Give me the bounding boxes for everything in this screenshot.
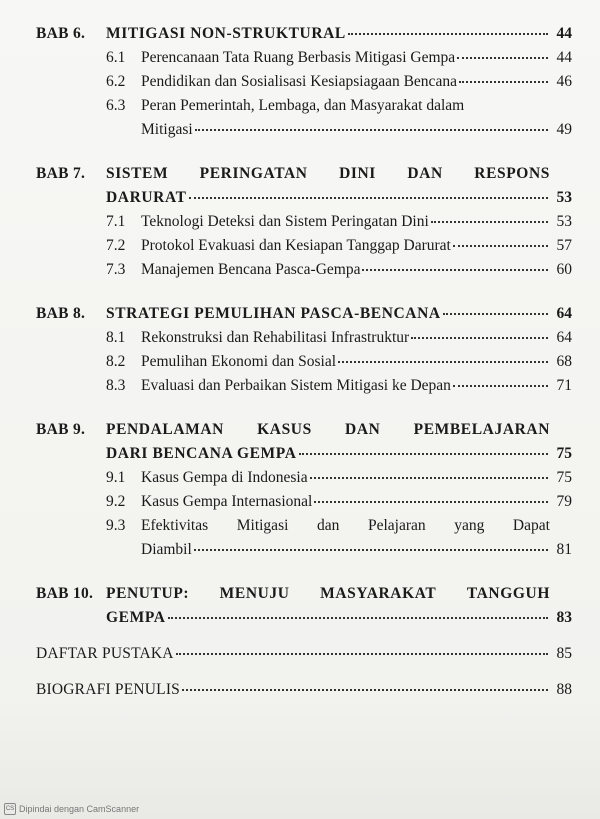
chapter-9 <box>36 418 572 562</box>
leader-dots <box>182 688 548 691</box>
section-title: Kasus Gempa di Indonesia <box>141 469 308 486</box>
section-number: 9.3 <box>106 517 126 534</box>
page-number: 88 <box>556 681 572 698</box>
leader-dots <box>457 56 548 59</box>
section-number: 7.2 <box>106 237 126 254</box>
chapter-8 <box>36 302 572 398</box>
page-number: 53 <box>556 213 572 230</box>
title-word: MENUJU <box>219 585 290 602</box>
leader-dots <box>348 32 548 35</box>
section-number: 8.3 <box>106 377 126 394</box>
leader-dots <box>195 128 548 131</box>
chapter-number: BAB 6. <box>36 25 86 42</box>
leader-dots <box>310 476 548 479</box>
leader-dots <box>443 312 548 315</box>
title-word: DINI <box>339 165 376 182</box>
section-title: DAFTAR PUSTAKA <box>36 645 174 662</box>
chapter-number: BAB 9. <box>36 421 86 438</box>
chapter-number: BAB 10. <box>36 585 94 602</box>
page-number: 68 <box>556 353 572 370</box>
leader-dots <box>176 652 548 655</box>
scanner-watermark <box>4 803 139 815</box>
section-title-continued: Mitigasi <box>141 121 193 138</box>
section-title: Evaluasi dan Perbaikan Sistem Mitigasi ke Depan <box>141 377 451 394</box>
leader-dots <box>314 500 548 503</box>
page-number: 79 <box>556 493 572 510</box>
leader-dots <box>431 220 548 223</box>
leader-dots <box>411 336 548 339</box>
chapter-8-heading <box>36 302 572 326</box>
title-word: DAN <box>345 421 381 438</box>
chapter-10 <box>36 582 572 702</box>
section-title: Peran Pemerintah, Lembaga, dan Masyarakat dalam <box>141 97 465 114</box>
toc-entry-biografi <box>36 678 572 702</box>
section-title: BIOGRAFI PENULIS <box>36 681 181 698</box>
toc-entry <box>36 490 572 514</box>
chapter-title-continuation <box>36 606 572 630</box>
toc-entry <box>36 94 572 118</box>
title-word: KASUS <box>257 421 312 438</box>
page-number: 83 <box>556 609 572 626</box>
leader-dots <box>189 196 548 199</box>
title-word: PERINGATAN <box>199 165 308 182</box>
title-word: RESPONS <box>474 165 550 182</box>
title-word: Dapat <box>512 517 550 534</box>
toc-entry-continuation <box>36 538 572 562</box>
chapter-10-heading <box>36 582 572 606</box>
leader-dots <box>453 244 548 247</box>
title-word: TANGGUH <box>466 585 550 602</box>
toc-entry <box>36 210 572 234</box>
page-number: 64 <box>556 305 572 322</box>
toc-entry <box>36 70 572 94</box>
page-number: 75 <box>556 445 572 462</box>
leader-dots <box>338 360 548 363</box>
leader-dots <box>459 80 548 83</box>
chapter-title <box>106 582 550 606</box>
section-number: 6.2 <box>106 73 126 90</box>
toc-entry <box>36 326 572 350</box>
section-title: Teknologi Deteksi dan Sistem Peringatan Dini <box>141 213 429 230</box>
section-title: Perencanaan Tata Ruang Berbasis Mitigasi Gempa <box>141 49 456 66</box>
chapter-title <box>106 418 550 442</box>
chapter-title-continuation <box>36 186 572 210</box>
section-title: Protokol Evakuasi dan Kesiapan Tanggap Darurat <box>141 237 451 254</box>
chapter-number: BAB 7. <box>36 165 86 182</box>
leader-dots <box>453 384 548 387</box>
chapter-title-continued: DARI BENCANA GEMPA <box>106 445 297 462</box>
chapter-title: STRATEGI PEMULIHAN PASCA-BENCANA <box>106 305 441 322</box>
section-title: Rekonstruksi dan Rehabilitasi Infrastruktur <box>141 329 410 346</box>
toc-entry <box>36 234 572 258</box>
page-number: 53 <box>556 189 572 206</box>
section-number: 7.3 <box>106 261 126 278</box>
section-title-continued: Diambil <box>141 541 192 558</box>
toc-entry <box>36 374 572 398</box>
page-number: 71 <box>556 377 572 394</box>
section-title <box>141 514 550 538</box>
page-number: 81 <box>556 541 572 558</box>
toc-entry <box>36 258 572 282</box>
toc-entry <box>36 514 572 538</box>
title-word: DAN <box>407 165 443 182</box>
leader-dots <box>362 268 548 271</box>
camscanner-icon: CS <box>4 803 16 815</box>
chapter-number: BAB 8. <box>36 305 86 322</box>
page-number: 75 <box>556 469 572 486</box>
title-word: yang <box>454 517 485 534</box>
chapter-7-heading <box>36 162 572 186</box>
section-title: Kasus Gempa Internasional <box>141 493 313 510</box>
chapter-6-heading <box>36 22 572 46</box>
toc-entry <box>36 466 572 490</box>
chapter-title <box>106 162 550 186</box>
section-number: 8.1 <box>106 329 126 346</box>
section-number: 6.3 <box>106 97 126 114</box>
section-number: 9.1 <box>106 469 126 486</box>
toc-entry <box>36 350 572 374</box>
leader-dots <box>194 548 548 551</box>
toc-entry <box>36 46 572 70</box>
chapter-6 <box>36 22 572 142</box>
page-number: 46 <box>556 73 572 90</box>
section-number: 9.2 <box>106 493 126 510</box>
title-word: PENUTUP: <box>106 585 190 602</box>
page-number: 60 <box>556 261 572 278</box>
chapter-title-continued: GEMPA <box>106 609 166 626</box>
section-title: Pendidikan dan Sosialisasi Kesiapsiagaan Bencana <box>141 73 457 90</box>
leader-dots <box>168 616 548 619</box>
section-number: 6.1 <box>106 49 126 66</box>
title-word: MASYARAKAT <box>320 585 437 602</box>
title-word: SISTEM <box>106 165 169 182</box>
chapter-title-continued: DARURAT <box>106 189 187 206</box>
page-number: 57 <box>556 237 572 254</box>
title-word: PENDALAMAN <box>106 421 224 438</box>
page-number: 44 <box>556 25 572 42</box>
watermark-text: Dipindai dengan CamScanner <box>19 804 140 814</box>
chapter-9-heading <box>36 418 572 442</box>
chapter-title: MITIGASI NON-STRUKTURAL <box>106 25 346 42</box>
chapter-7 <box>36 162 572 282</box>
leader-dots <box>299 452 549 455</box>
title-word: Mitigasi <box>236 517 289 534</box>
table-of-contents <box>36 22 572 722</box>
toc-entry-continuation <box>36 118 572 142</box>
title-word: Pelajaran <box>367 517 426 534</box>
section-title: Pemulihan Ekonomi dan Sosial <box>141 353 337 370</box>
page-number: 64 <box>556 329 572 346</box>
page-number: 85 <box>556 645 572 662</box>
toc-entry-daftar-pustaka <box>36 642 572 666</box>
section-number: 7.1 <box>106 213 126 230</box>
title-word: dan <box>316 517 340 534</box>
title-word: PEMBELAJARAN <box>413 421 550 438</box>
section-number: 8.2 <box>106 353 126 370</box>
section-title: Manajemen Bencana Pasca-Gempa <box>141 261 361 278</box>
title-word: Efektivitas <box>141 517 209 534</box>
chapter-title-continuation <box>36 442 572 466</box>
page-number: 49 <box>556 121 572 138</box>
page-number: 44 <box>556 49 572 66</box>
